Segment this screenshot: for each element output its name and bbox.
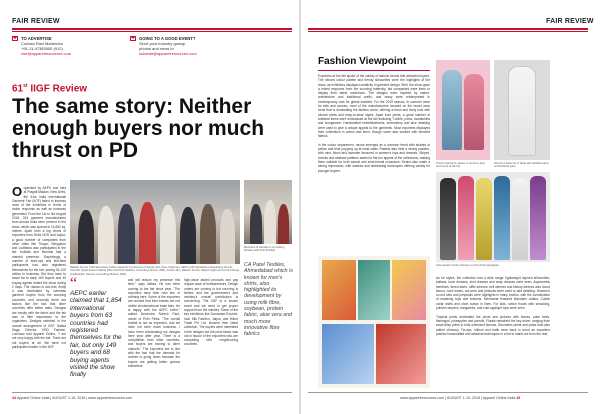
fashion-photo-1-caption: Prints inspired by nature in women's tops and tunics at the fair <box>436 162 485 169</box>
header-rule-thin <box>12 31 292 32</box>
fashion-photo-2 <box>494 60 550 160</box>
megaphone-icon <box>130 36 136 41</box>
news-line: Send your industry gossip, <box>139 41 187 46</box>
fashion-photo-1 <box>436 60 490 160</box>
side-photo-caption: Members of Deloitte in Consulting Division with IIGF Exhibits <box>244 246 285 253</box>
footer-rule <box>308 392 588 393</box>
inauguration-photo <box>70 180 240 264</box>
fashion-photo-3-caption: Indo-western fusion dresses in soft printed georgette <box>436 264 499 267</box>
header-rule-thin <box>308 31 588 32</box>
fashion-photo-3 <box>436 172 550 262</box>
pull-quote <box>70 275 124 379</box>
article-column-2: and will reduce my presence this time," says Nafisa. He has been coming to the fair since year. "The exporters have their new line of clothing here. Some of the exporters are worried that their brands are not visible at international trade fairs. He is happy with the AEPC event," added Devendra Suresh Pant, owner of Pehr Pinks. "The overall footfall is not as expected, and we have not seen much business. I have been showcasing my designs here year after year. There is a competition from other countries, and buyers are moving to other markets." The exporters are in line with the fact that the demand for clothes is going down because the buyers are getting better options elsewhere. <box>128 278 180 368</box>
news-title: GOING TO A GOOD EVENT? <box>130 36 242 41</box>
footer: 44 Apparel Online India | AUGUST 1-15, 2018 | www.apparelresources.com <box>12 396 133 400</box>
advertise-box <box>12 36 124 57</box>
advertise-title: TO ADVERTISE <box>12 36 124 41</box>
article-column-3: high-value added products and pay regular dose of entrepreneurs. Design orders are coming in but sourcing is limited, and the government's and ministry's overall contribution is concerning. The IIGF is a known event and we need to get proper support from the ministry. Some of the key exhibitors like Sundaram Exports, Indo Silk Fashion, Jaipur, and Hilton Trade Pvt Ltd. showed their latest collection. The buyers were interested in the designs but the price factor was not in favour of the exporters who are competing with neighbouring countries. <box>184 278 238 347</box>
lead-text: rganised by AEPC and held at Pragati Maidan, New Delhi, the 61st India International Garment Fair (IIGF) failed to impress most of the exhibitors in terms of visitor response as well as business generated. From the 1st to 3rd August 2018, 313 garment manufacturers from across India were present in the show, which was spread in 14,652 sq. metres. Apart from a big chunk of exporters from Delhi NCR and Jaipur, a good number of companies from other cities like Tirupur, Bengaluru and Ludhiana also participated in the fair. Kolkata and Mumbai had a marked presence. Surprisingly, a number of start-ups and first-time participants had also registered themselves for the fair, seeing 51-100 million in business. But they have to travel far to fairly 169 buyers and 49 buying agents visited the show during 2 days. The reason is two-fold, firstly it was dominated by overseas garment buyers from the sourcing countries, and secondly there are factors like the fact that other countries offer better rates. Designs are mostly with the fabric and the fair was of little importance to the organisers. Designs selected in the overall arrangement of IIGF, Nafisa Saga, Director, HSD Fashion, Lucknow told Apparel Online, "I am not very happy with the fair. There are not buyers at all. We have not participated earlier in the IIGF <box>12 186 66 349</box>
advertise-email-link[interactable]: ravi@apparelresources.com <box>21 51 72 57</box>
fashion-photo-4 <box>318 256 430 388</box>
article-headline: The same story: Neither enough buyers nor much thrust on PD <box>12 95 265 162</box>
news-box <box>130 36 242 57</box>
section-label: FAIR REVIEW <box>12 18 60 25</box>
fashion-photo-2-caption: Women's kurta set in white with delicate hand-embroidered yoke <box>494 162 550 169</box>
footer-rule <box>12 392 292 393</box>
side-quote-text: CA Patel Textiles, Ahmedabad which is known for men's shirts, also highlighted its development by using milk fibre, soybean, protein fabric, aloe vera and much more innovative fibre fabrics <box>244 262 293 338</box>
envelope-icon <box>12 36 18 41</box>
article-lead-column <box>12 186 66 388</box>
advertise-line: +91-11-47383000 (912) <box>21 46 63 52</box>
news-email-link[interactable]: sukanta@apparelresources.com <box>139 51 197 57</box>
footer: www.apparelresources.com | AUGUST 1-15, 2018 | Apparel Online India 45 <box>400 396 521 400</box>
side-photo <box>244 180 292 244</box>
header-rule <box>12 28 292 30</box>
quote-mark-icon: “ <box>70 275 78 292</box>
news-line: photos and news to <box>139 46 174 52</box>
fashion-viewpoint-title: Fashion Viewpoint <box>318 56 407 67</box>
header-rule <box>308 28 588 30</box>
photo-caption: Rakesh Kumar, Chief Executive (Indian Apparels in presence of Sanjay Jain (Vice-Chairman, AEPC) with dignitaries inaugurating the fair; Virender Uppal (Fisons Sarfraj Dhar and Pehr Mathani, Consulting Senior, HSD), Ashish Jain, Rakesh Kumar, Rajesh Joghi and Vinod Kukreja (CA/Deloitte, Director Consulting Division (IMI)) <box>70 266 240 276</box>
side-quote <box>244 262 294 338</box>
article-strap: 61st IIGF Review <box>12 83 88 95</box>
fashion-column-2: As for styles, the collection had a wide range: lightweight layered silhouettes, kaftans, tunic dresses, shirt dresses and wrap dresses were seen. Asymmetric hemlines, tiered skirts, ruffle sleeves, bell sleeves and bishop sleeves also found favour. Lace insets, cut-work and pintucks were used to add detailing. Women's co-ord sets and jumpsuits were highlights in many booths, with the combination of matching tops and bottoms. Menswear featured Mandarin collars, Cuban collar shirts and short kurtas in linen. For kids, cotton frocks with smocking, printed rompers, dungarees, and cute appliqué tops were seen. Tropical prints dominated the prints and pictures with leaves, palm trees, flamingos, pineapples and parrots. Florals remained the key driver, ranging from small ditsy prints to bold oversized blooms. Geometric prints and polka dots also added vibrancy. Tie-dye, shibori and batik were back in trend as exporters pushed handcrafted and artisanal techniques in a bid to stand out from the rest. <box>436 276 550 336</box>
fashion-viewpoint-rule <box>318 70 430 71</box>
drop-cap: O <box>12 186 23 199</box>
advertise-line: Contact Ravi Mahendru <box>21 41 64 46</box>
section-label: FAIR REVIEW <box>546 18 594 25</box>
pull-quote-text: AEPC earlier claimed that 1,854 international buyers from 63 countries had registered themselves for the fair, but only 149 buyers and 68 buying agents visited the show finally <box>70 290 122 379</box>
fashion-column-1: Exporters at the fair spoke of the variety of fashion trends that attracted buyers. The vibrant colour palette and trendy silhouettes were the highlights of the show, as exhibitors displayed creativity in garment design. Well, the show gave a mixed response from the sourcing fraternity, but companies were keen to display their latest collections. The designs were inspired by nature, architecture and traditional crafts, and many were reinterpreted in contemporary cuts for global markets. For the 2019 season, in summer wear for kids and women, most of the manufacturers focused on the resort wear trend that is dominating the fashion world, offering a fresh and lively look with vibrant prints and easy-to-wear styles. Apart from prints, a great number of knitwear items were showcased at the fair including T-shirts, polos, sweatshirts and loungewear. Handcrafted embellishments, embroidery and lace detailing were used to give a unique appeal to the garments. Most exporters displayed their collections in cotton and linen, though some also worked with blended fabrics. In the colour department, neons emerged as a common trend with shades of yellow and blue popping up at most stalls. Pastels also held a strong position, with mint, blush and lavender favoured in women's tops and dresses. Stripes, checks and abstract patterns added to the fun appeal of the collections, making them suitable for both casual and semi-formal occasions. Denim also made a strong impression, with washes and distressing techniques offering variety for younger buyers. <box>318 74 430 173</box>
